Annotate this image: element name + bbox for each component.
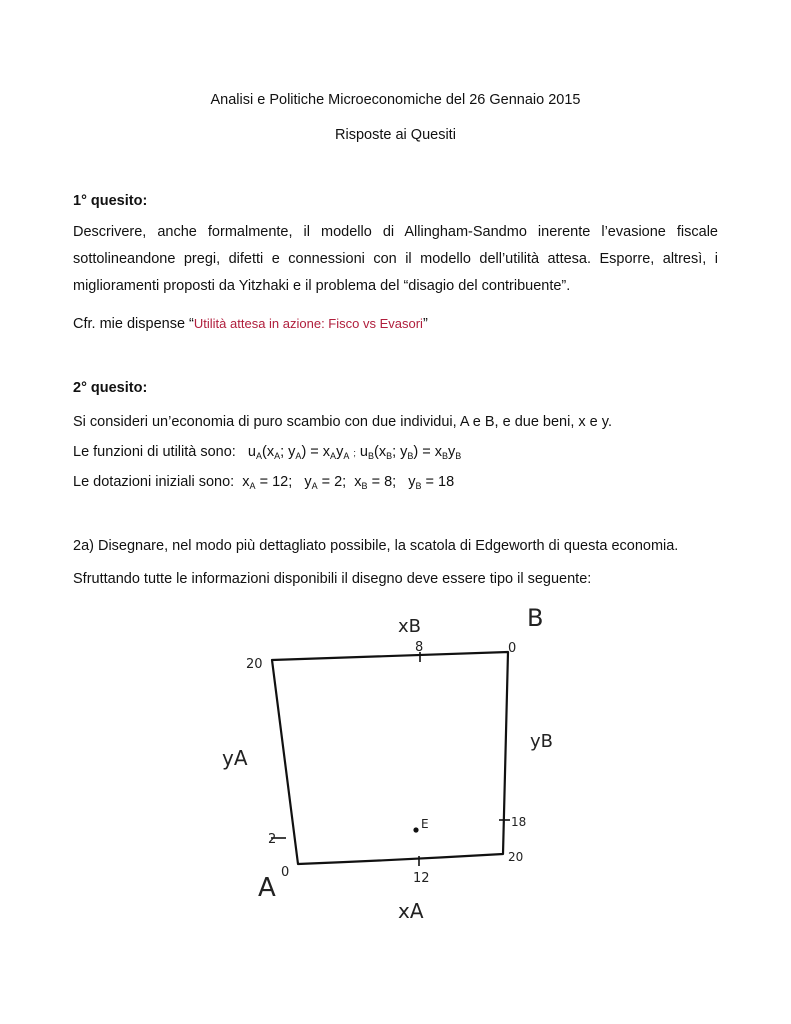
q2-intro: Si consideri un’economia di puro scambio con due individui, A e B, e due beni, x e y. xyxy=(73,414,612,430)
label-origin-B: B xyxy=(527,604,544,632)
document-subtitle: Risposte ai Quesiti xyxy=(335,127,456,143)
label-20-left: 20 xyxy=(246,657,263,672)
label-origin-A: A xyxy=(258,873,276,903)
label-y-A: yA xyxy=(222,746,248,770)
endowment-point xyxy=(413,827,418,832)
q1-heading: 1° quesito: xyxy=(73,193,148,209)
edgeworth-box-outline xyxy=(272,652,508,864)
q2-heading: 2° quesito: xyxy=(73,380,148,396)
initial-endowments: Le dotazioni iniziali sono: $x_A = 12$; $y_A = 2$; $x_B = 8$; $y_B = 18$ xyxy=(73,474,455,491)
label-20-right: 20 xyxy=(508,850,524,864)
q1-reference-link[interactable]: Utilità attesa in azione: Fisco vs Evasori xyxy=(193,316,423,331)
label-y-B: yB xyxy=(530,731,554,752)
label-8-top: 8 xyxy=(415,640,424,655)
label-x-B: xB xyxy=(398,616,422,637)
utility-label: Le funzioni di utilità sono: xyxy=(73,444,236,460)
q1-reference-suffix: ” xyxy=(422,316,428,332)
document-title: Analisi e Politiche Microeconomiche del 26 Gennaio 2015 xyxy=(210,92,581,108)
endowment-label: Le dotazioni iniziali sono: xyxy=(73,474,235,490)
label-12-bottom: 12 xyxy=(413,871,430,886)
label-0-origin-B: 0 xyxy=(508,641,517,656)
label-point-E: E xyxy=(421,817,429,831)
label-18-right: 18 xyxy=(511,815,527,829)
q1-reference-prefix: Cfr. mie dispense “ xyxy=(73,316,194,332)
q1-text: Descrivere, anche formalmente, il modello di Allingham-Sandmo inerente l’evasione fiscale sottolineandone pregi, difetti e connessioni con il modello dell’utilità attesa. Esporre, altresì, i miglioramenti proposti da Yitzhaki e il problema del “disagio del contribuente”. xyxy=(73,224,718,294)
label-0-origin-A: 0 xyxy=(281,865,290,880)
label-x-A: xA xyxy=(398,899,424,923)
q2a-note: Sfruttando tutte le informazioni disponibili il disegno deve essere tipo il seguente: xyxy=(73,571,592,587)
utility-functions: Le funzioni di utilità sono: $u_A(x_A$; $y_A) = x_Ay_A$ ; $u_B(x_B$; $y_B) = x_By_B$ xyxy=(73,444,462,461)
q2a-text: 2a) Disegnare, nel modo più dettagliato possibile, la scatola di Edgeworth di questa economia. xyxy=(73,538,679,554)
label-2-left: 2 xyxy=(268,832,277,847)
